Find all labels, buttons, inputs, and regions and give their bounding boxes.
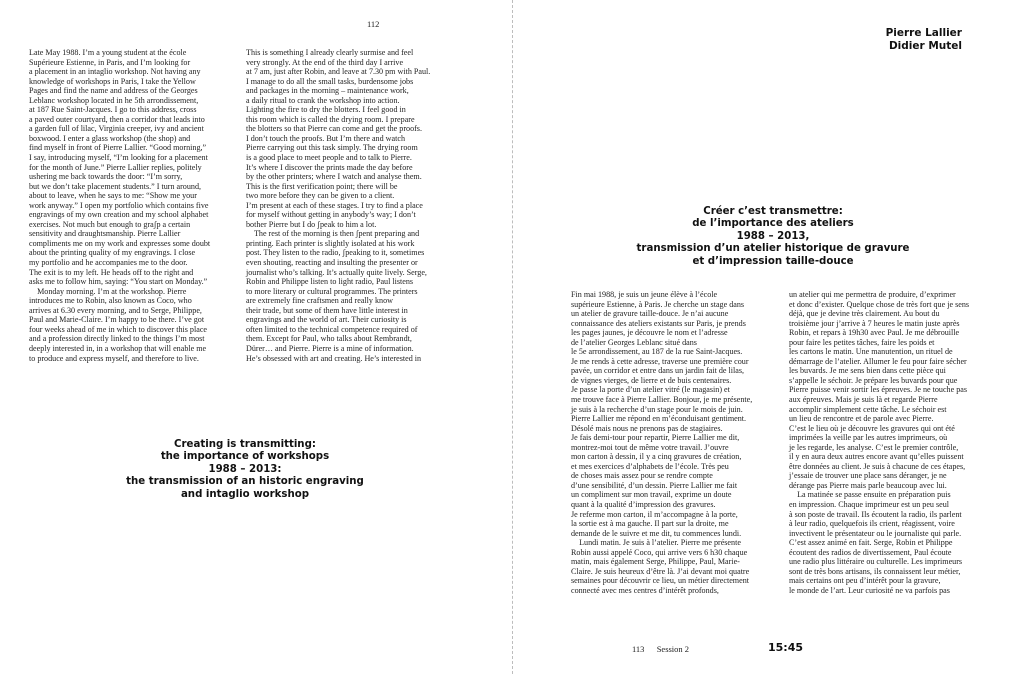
text-line: Lundi matin. Je suis à l’atelier. Pierre me présente [571,538,741,548]
text-line: dérange pas Pierre mais parle beaucoup avec lui. [789,480,947,490]
text-line: démarrage de l’atelier. Allumer le feu pour faire sécher [789,356,967,366]
body-column-2 [789,290,1001,596]
right-page [513,0,1024,674]
text-line: accomplir simplement cette tâche. Le séchoir est [789,404,947,414]
text-line: un compliment sur mon travail, exprime un doute [571,490,732,500]
text-line: post. They listen to the radio, ʃpeaking to it, sometimes [246,248,425,258]
text-line: je suis à la recherche d’un stage pour le mois de juin. [571,404,743,414]
text-line: quant à la qualité d’impression des gravures. [571,500,716,510]
text-line: at 7 am, just after Robin, and leave at 7.30 pm with Paul. [246,67,431,77]
text-line: Dürer… and Pierre. Pierre is a mine of information. [246,343,414,353]
text-line: Robin, et repars à 19h30 avec Paul. Je me débrouille [789,328,960,338]
text-line: Je referme mon carton, il m’accompagne à la porte, [571,509,738,519]
heading-line: de l’importance des ateliers [692,218,854,230]
text-line: very strongly. At the end of the third day I arrive [246,57,404,67]
text-line: two more before they can be given to a client. [246,191,395,201]
text-line: the blotters so that Pierre can come and get the proofs. [246,124,422,134]
text-line: a paved outer courtyard, then a corridor that leads into [29,114,205,124]
text-line: a daily ritual to crank the workshop into action. [246,95,400,105]
text-line: les pages jaunes, je découvre le nom et l’adresse [571,328,728,338]
text-line: d’une sensibilité, d’un dessin. Pierre Lallier me fait [571,480,738,490]
text-line: this room which is called the drying room. I prepare [246,114,415,124]
page-number: 112 [367,19,380,29]
text-line: ushering me back towards the door: “I’m sorry, [29,172,183,182]
text-line: pour faire les petites tâches, faire les poids et [789,337,935,347]
text-line: j’essaie de trouver une place sans déranger, je ne [789,471,947,481]
text-line: Supérieure Estienne, in Paris, and I’m looking for [29,57,191,67]
text-line: I say, introducing myself, “I’m looking for a placement [29,153,208,163]
text-line: il y en aura deux autres encore avant qu’elles puissent [789,452,964,462]
text-line: mais certains ont peu d’intérêt pour la gravure, [789,576,941,586]
text-line: asks me to follow him, saying: “You start on Monday.” [29,277,208,287]
text-line: déjà, que je devine très clairement. Au bout du [789,309,940,319]
text-line: work anyway.” I open my portfolio which contains five [29,200,209,210]
heading-line: the transmission of an historic engraving [126,476,364,488]
text-line: He’s obsessed with art and creating. He’s interested in [246,353,422,363]
heading-line: transmission d’un atelier historique de gravure [636,243,910,255]
text-line: pavée, un corridor et entre dans un jardin fait de lilas, [571,366,745,376]
heading-line: the importance of workshops [160,451,330,463]
text-line: printing. Each printer is slightly isolated at his work [246,238,415,248]
text-line: to produce and express myself, and therefore to live. [29,353,199,363]
heading-line: 1988 – 2013: [208,463,282,475]
text-line: aux épreuves. Mais je suis là et regarde Pierre [789,395,938,405]
text-line: montrez-moi tout de même votre travail. J’ouvre [571,442,729,452]
text-line: for the month of June.” Pierre Lallier replies, politely [29,162,202,172]
text-line: à leur radio, quelquefois ils crient, réagissent, voire [789,519,955,529]
author-name: Didier Mutel [888,39,962,52]
text-line: often limited to the technical competence required of [246,324,418,334]
text-line: exercises. Not much but enough to graʃp a certain [29,219,191,229]
text-line: et mes exercices d’alphabets de l’école. Très peu [571,461,729,471]
text-line: Leblanc workshop located in he 5th arrondissement, [29,95,199,105]
text-line: être données au client. Je suis à chacune de ces étapes, [789,461,966,471]
text-line: C’est assez animé en fait. Serge, Robin et Philippe [789,538,953,548]
text-line: sensitivity and draughtsmanship. Pierre Lallier [29,229,181,239]
text-line: at 187 Rue Saint-Jacques. I go to this address, cross [29,105,197,115]
text-line: le 5e arrondissement, au 187 de la rue Saint-Jacques. [571,347,743,357]
text-line: engravings of my own creation and my school alphabet [29,210,209,220]
article-heading [623,206,923,268]
text-line: my portfolio and he accompanies me to the door. [29,258,188,268]
text-line: et donc d’exister. Quelque chose de très fort que je sens [789,299,970,309]
text-line: find myself in front of Pierre Lallier. “Good morning,” [29,143,207,153]
text-line: I don’t touch the proofs. But I’m there and watch [246,133,405,143]
text-line: C’est le lieu où je découvre les gravures qui ont été [789,423,955,433]
text-line: and packages in the morning – maintenance work, [246,86,409,96]
text-line: Monday morning. I’m at the workshop. Pierre [29,286,187,296]
text-line: matin, mais également Serge, Philippe, Paul, Marie- [571,557,740,567]
text-line: about to leave, when he says to me: “Show me your [29,191,197,201]
text-line: is a good place to meet people and to talk to Pierre. [246,153,412,163]
text-line: me trouve face à Pierre Lallier. Bonjour, je me présente, [571,395,753,405]
text-line: un lieu de rencontre et de parole avec Pierre. [789,414,934,424]
text-line: connaissance des ateliers existants sur Paris, je prends [571,318,746,328]
text-line: écoutent des radios de divertissement, Paul écoute [789,547,952,557]
text-line: The rest of the morning is then ʃpent preparing and [246,229,420,239]
text-line: La matinée se passe ensuite en préparation puis [789,490,951,500]
text-line: Late May 1988. I’m a young student at the école [29,48,187,57]
body-column-1 [571,290,783,596]
text-line: Je me rends à cette adresse, traverse une première cour [571,356,749,366]
text-line: about the printing quality of my engravings. I close [29,248,196,258]
text-line: are extremely fine craftsmen and really know [246,296,393,306]
body-column-1 [29,48,241,363]
text-line: I manage to do all the small tasks, burdensome jobs [246,76,414,86]
text-line: je les regarde, les analyse. C’est le premier contrôle, [789,442,959,452]
text-line: de choses mais assez pour se rendre compte [571,471,713,481]
heading-line: and intaglio workshop [180,488,310,500]
text-line: arrives at 6.30 every morning, and to Serge, Philippe, [29,305,202,315]
session-label: Session 2 [656,644,690,654]
text-line: them. Except for Paul, who talks about Rembrandt, [246,334,412,344]
text-line: bother Pierre but I do ʃpeak to him a lot. [246,219,377,229]
text-line: knowledge of workshops in Paris, I take the Yellow [29,76,196,86]
time-label: 15:45 [768,641,804,654]
text-line: Fin mai 1988, je suis un jeune élève à l’école [571,290,718,299]
text-line: la sortie est à ma gauche. Il part sur la droite, me [571,519,729,529]
heading-line: Créer c’est transmettre: [703,206,843,217]
text-line: de vignes vierges, de lierre et de buis centenaires. [571,375,732,385]
text-line: I’m present at each of these stages. I try to find a place [246,200,423,210]
footer [632,644,689,654]
text-line: but we don’t take placement students.” I turn around, [29,181,202,191]
text-line: journalist who’s talking. It’s actually quite lively. Serge, [246,267,427,277]
text-line: The exit is to my left. He heads off to the right and [29,267,194,277]
text-line: introduces me to Robin, also known as Coco, who [29,296,192,306]
text-line: and a profession directly linked to the things I’m most [29,334,205,344]
text-line: to more literary or cultural programmes. The printers [246,286,418,296]
heading-line: 1988 – 2013, [736,230,810,242]
text-line: Paul and Marie-Claire. I’m happy to be there. I’ve got [29,315,205,325]
author-name: Pierre Lallier [885,27,962,39]
text-line: de l’atelier Georges Leblanc situé dans [571,337,697,347]
text-line: supérieure Estienne, à Paris. Je cherche un stage dans [571,299,745,309]
text-line: Pierre puisse venir sortir les épreuves. Je ne touche pas [789,385,968,395]
text-line: Pierre carrying out this task simply. The drying room [246,143,418,153]
text-line: semaines pour découvrir ce lieu, un métier directement [571,576,749,586]
text-line: s’appelle le séchoir. Je prépare les buvards pour que [789,375,958,385]
text-line: Lighting the fire to dry the blotters. I feel good in [246,105,406,115]
article-heading [100,439,390,501]
text-line: un atelier de gravure taille-douce. Je n’ai aucune [571,309,729,319]
text-line: four weeks ahead of me in which to discover this place [29,324,208,334]
text-line: une radio plus littéraire ou culturelle. Les imprimeurs [789,557,963,567]
text-line: It’s where I discover the prints made the day before [246,162,413,172]
text-line: compliments me on my work and expresses some doubt [29,238,211,248]
text-line: Claire. Je suis heureux d’être là. J’ai devant moi quatre [571,566,750,576]
page-number: 113 [632,644,645,654]
text-line: connecté avec mes centres d’intérêt profonds, [571,585,719,595]
text-line: à son poste de travail. Ils écoutent la radio, ils parlent [789,509,962,519]
text-line: un atelier qui me permettra de produire, d’exprimer [789,290,956,299]
text-line: demande de le suivre et me dit, tu commences lundi. [571,528,742,538]
heading-line: Creating is transmitting: [174,439,316,450]
text-line: Je passe la porte d’un atelier vitré (le magasin) et [571,385,730,395]
text-line: for myself without getting in anybody’s way; I don’t [246,210,416,220]
text-line: This is something I already clearly surmise and feel [246,48,414,57]
text-line: imprimées la veille par les autres imprimeurs, où [789,433,948,443]
text-line: Pierre Lallier me répond en m’éconduisant gentiment. [571,414,747,424]
text-line: les cartons le matin. Une manutention, un rituel de [789,347,953,357]
text-line: This is the first verification point; there will be [246,181,398,191]
text-line: engravings and the world of art. Their curiosity is [246,315,407,325]
text-line: sont de très bons artisans, ils connaissent leur métier, [789,566,961,576]
body-column-2 [246,48,458,363]
text-line: Robin and Philippe listen to light radio, Paul listens [246,277,414,287]
text-line: Désolé mais nous ne prenons pas de stagiaires. [571,423,723,433]
author-names [886,27,962,52]
text-line: Je fais demi-tour pour repartir, Pierre Lallier me dit, [571,433,740,443]
text-line: troisième jour j’arrive à 7 heures le matin juste après [789,318,960,328]
heading-line: et d’impression taille-douce [692,255,854,267]
text-line: a placement in an intaglio workshop. Not having any [29,67,201,77]
text-line: Robin aussi appelé Coco, qui arrive vers 6 h30 chaque [571,547,748,557]
text-line: by the other printers; where I watch and analyse them. [246,172,422,182]
text-line: en impression. Chaque imprimeur est un peu seul [789,500,950,510]
text-line: boxwood. I enter a glass workshop (the shop) and [29,133,191,143]
text-line: Pages and find the name and address of the Georges [29,86,198,96]
text-line: their trade, but some of them have little interest in [246,305,408,315]
text-line: invectivent le présentateur ou le journaliste qui parle. [789,528,962,538]
text-line: even shouting, reacting and insulting the presenter or [246,258,418,268]
text-line: le monde de l’art. Leur curiosité ne va parfois pas [789,585,950,595]
text-line: deeply interested in, in a workshop that will enable me [29,343,207,353]
text-line: mon carton à dessin, il y a cinq gravures de création, [571,452,742,462]
text-line: les buvards. Je me sens bien dans cette pièce qui [789,366,946,376]
text-line: a garden full of lilac, Virginia creeper, ivy and ancient [29,124,204,134]
